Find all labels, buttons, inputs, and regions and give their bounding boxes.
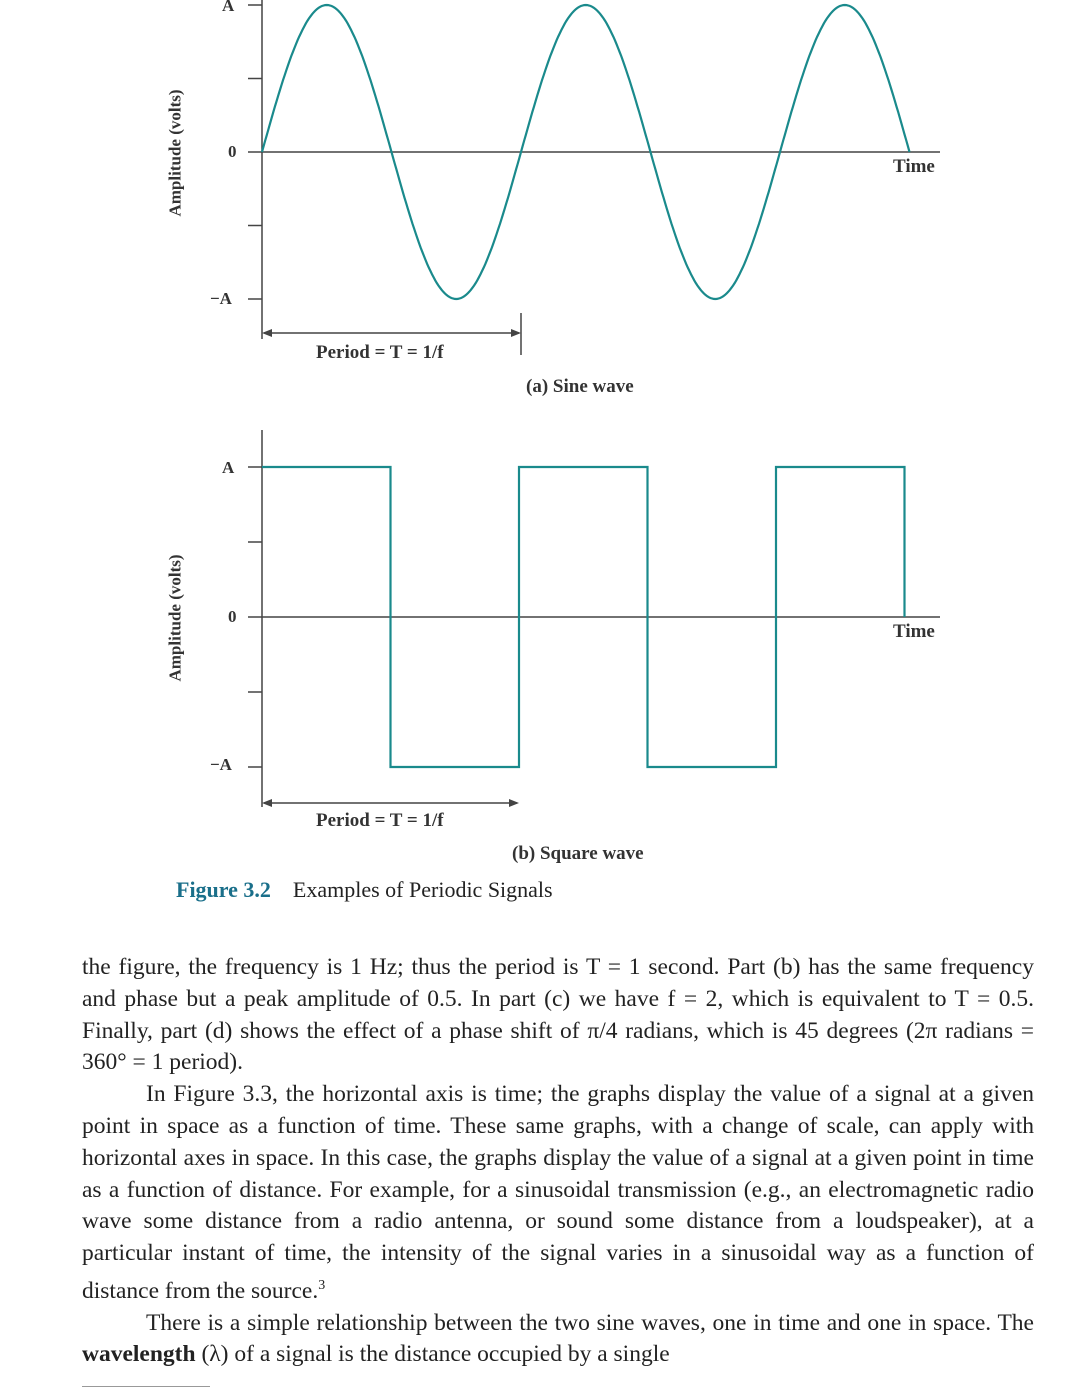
sine-y-axis-label: Amplitude (volts) [165, 89, 185, 217]
paragraph-3 [82, 1308, 1034, 1372]
paragraph-1: the figure, the frequency is 1 Hz; thus the period is T = 1 second. Part (b) has the same frequency and phase but a peak amplitude of 0.5. In part (c) we have f = 2, which is equivalent to T = 0.5. Finally, part (d) shows the effect of a phase shift of π/4 radians, which is 45 degrees (2π radians = 360° = 1 period). [82, 954, 1034, 1076]
square-period-label: Period = T = 1/f [316, 810, 444, 831]
paragraph-3-post: (λ) of a signal is the distance occupied by a single [195, 1341, 670, 1368]
square-subcaption: (b) Square wave [512, 843, 644, 864]
sine-tick-minus-A: −A [210, 289, 232, 308]
figure-number: Figure 3.2 [176, 877, 271, 902]
paragraph-3-pre: There is a simple relationship between the two sine waves, one in time and one in space. The [146, 1309, 1034, 1336]
footnote-rule [82, 1386, 210, 1387]
square-period-arrowhead-left [262, 799, 272, 807]
term-wavelength: wavelength [82, 1341, 196, 1368]
footnote-marker: 3 [318, 1277, 326, 1293]
sine-subcaption: (a) Sine wave [526, 376, 634, 397]
square-tick-A: A [222, 458, 235, 477]
square-tick-zero: 0 [228, 607, 237, 626]
figure-caption [176, 877, 553, 903]
square-x-axis-label: Time [893, 621, 935, 642]
sine-period-label: Period = T = 1/f [316, 342, 444, 363]
body-text [82, 952, 1034, 1371]
square-period-arrowhead-right [509, 799, 519, 807]
sine-x-axis-label: Time [893, 156, 935, 177]
square-y-axis-label: Amplitude (volts) [165, 554, 185, 682]
paragraph-2-text: In Figure 3.3, the horizontal axis is time; the graphs display the value of a signal at a given point in space as a function of time. These same graphs, with a change of scale, can apply with horizontal axes in space. In this case, the graphs display the value of a signal at a given point in time as a function of distance. For example, for a sinusoidal transmission (e.g., an electromagnetic radio wave some distance from a radio antenna, or sound some distance from a loudspeaker), at a particular instant of time, the intensity of the signal varies in a sinusoidal way as a function of distance from the source. [82, 1081, 1034, 1304]
figure-title: Examples of Periodic Signals [292, 877, 553, 902]
sine-tick-A: A [222, 0, 235, 15]
paragraph-2 [82, 1079, 1034, 1307]
square-tick-minus-A: −A [210, 755, 232, 774]
sine-tick-zero: 0 [228, 142, 237, 161]
